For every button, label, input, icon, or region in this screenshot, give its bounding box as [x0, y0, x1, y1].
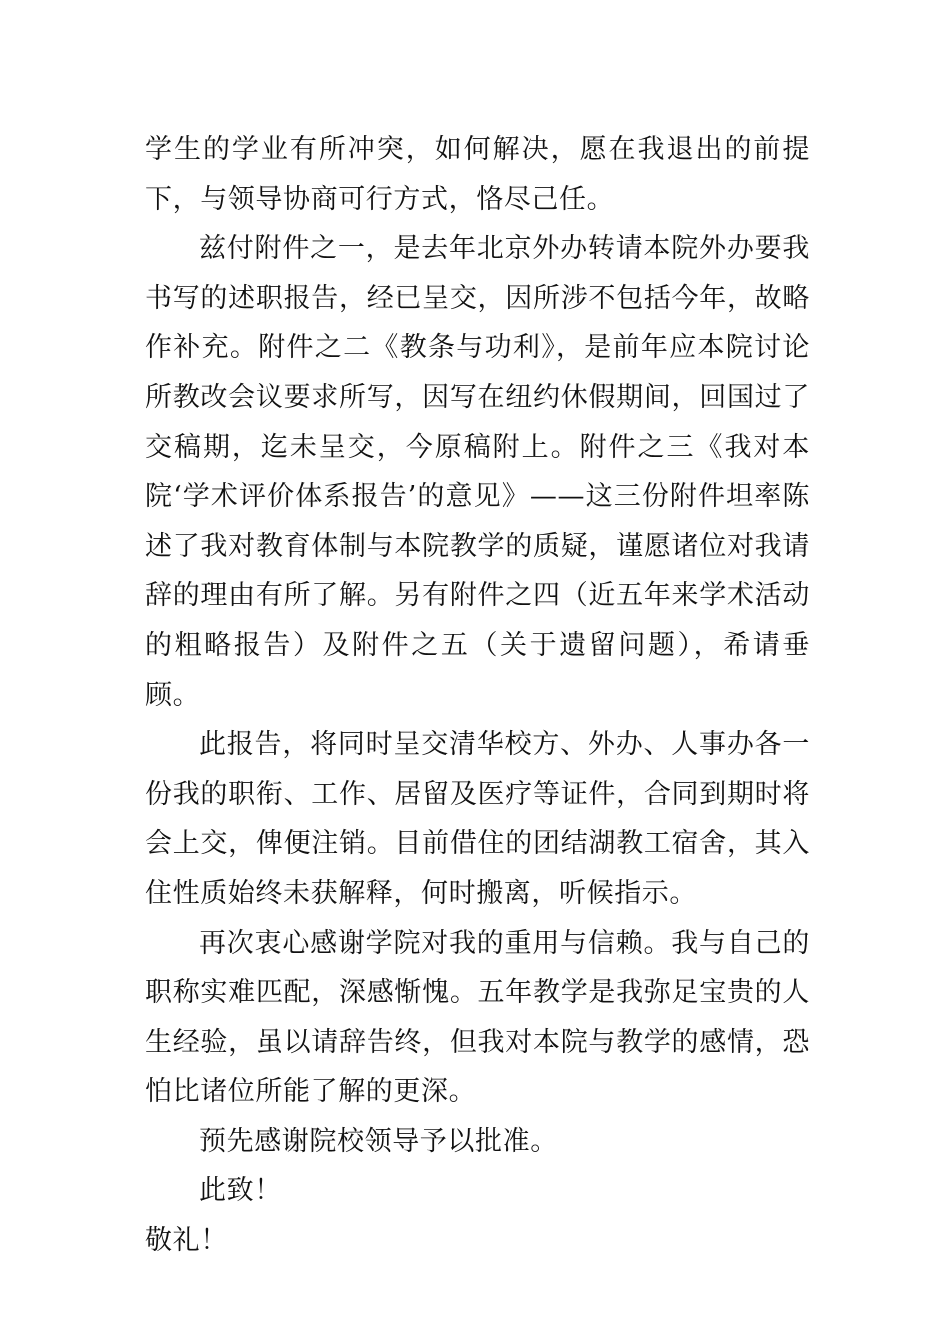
letter-body [145, 125, 810, 1266]
paragraph-3: 此报告，将同时呈交清华校方、外办、人事办各一份我的职衔、工作、居留及医疗等证件，合同到期时将会上交，俾便注销。目前借住的团结湖教工宿舍，其入住性质始终未获解释，何时搬离，听候指示。 [145, 729, 810, 909]
paragraph-1: 学生的学业有所冲突，如何解决，愿在我退出的前提下，与领导协商可行方式，恪尽己任。 [145, 134, 810, 215]
paragraph-4: 再次衷心感谢学院对我的重用与信赖。我与自己的职称实难匹配，深感惭愧。五年教学是我弥足宝贵的人生经验，虽以请辞告终，但我对本院与教学的感情，恐怕比诸位所能了解的更深。 [145, 927, 810, 1108]
closing-salutation: 此致！ [199, 1175, 282, 1207]
closing-regards: 敬礼！ [145, 1225, 228, 1257]
paragraph-2: 兹付附件之一，是去年北京外办转请本院外办要我书写的述职报告，经已呈交，因所涉不包括今年，故略作补充。附件之二《教条与功利》，是前年应本院讨论所教改会议要求所写，因写在纽约休假期间，回国过了交稿期，迄未呈交，今原稿附上。附件之三《我对本院‘学术评价体系报告’的意见》——这三份附件坦率陈述了我对教育体制与本院教学的质疑，谨愿诸位对我请辞的理由有所了解。另有附件之四（近五年来学术活动的粗略报告）及附件之五（关于遗留问题），希请垂顾。 [145, 233, 810, 711]
paragraph-5: 预先感谢院校领导予以批准。 [199, 1125, 558, 1157]
